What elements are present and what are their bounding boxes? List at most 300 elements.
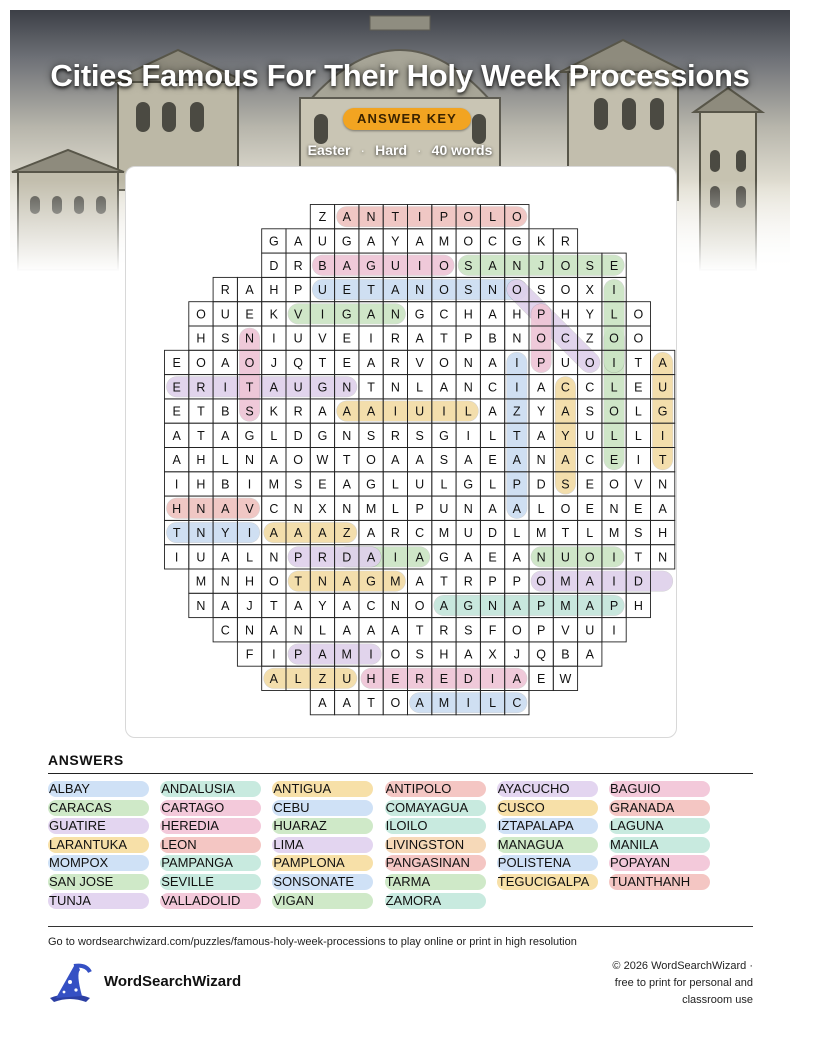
grid-letter[interactable]: G bbox=[366, 258, 376, 273]
grid-letter[interactable]: O bbox=[536, 331, 547, 346]
grid-letter[interactable]: O bbox=[439, 283, 449, 298]
grid-letter[interactable]: A bbox=[391, 453, 400, 468]
grid-letter[interactable]: Y bbox=[561, 428, 570, 443]
grid-letter[interactable]: A bbox=[342, 598, 351, 613]
grid-letter[interactable]: A bbox=[464, 453, 473, 468]
grid-letter[interactable]: P bbox=[512, 574, 522, 589]
grid-letter[interactable]: A bbox=[221, 598, 230, 613]
grid-letter[interactable]: A bbox=[342, 404, 351, 419]
grid-letter[interactable]: N bbox=[463, 355, 473, 370]
grid-letter[interactable]: A bbox=[366, 234, 376, 249]
grid-letter[interactable]: I bbox=[660, 428, 665, 443]
grid-letter[interactable]: N bbox=[536, 453, 546, 468]
grid-letter[interactable]: I bbox=[174, 477, 179, 492]
grid-letter[interactable]: D bbox=[463, 671, 473, 686]
grid-letter[interactable]: A bbox=[488, 307, 497, 322]
grid-letter[interactable]: T bbox=[513, 428, 521, 443]
grid-letter[interactable]: O bbox=[536, 574, 547, 589]
grid-letter[interactable]: S bbox=[464, 258, 473, 273]
grid-letter[interactable]: N bbox=[220, 574, 230, 589]
grid-letter[interactable]: E bbox=[609, 258, 619, 273]
grid-letter[interactable]: H bbox=[196, 453, 206, 468]
grid-letter[interactable]: P bbox=[415, 501, 424, 516]
grid-letter[interactable]: B bbox=[561, 647, 570, 662]
grid-letter[interactable]: I bbox=[223, 380, 227, 395]
grid-letter[interactable]: S bbox=[634, 526, 643, 541]
grid-letter[interactable]: G bbox=[341, 234, 352, 249]
grid-letter[interactable]: G bbox=[439, 550, 449, 565]
grid-letter[interactable]: A bbox=[512, 453, 522, 468]
grid-letter[interactable]: S bbox=[536, 283, 546, 298]
grid-letter[interactable]: P bbox=[464, 331, 473, 346]
grid-letter[interactable]: A bbox=[536, 428, 546, 443]
grid-letter[interactable]: I bbox=[636, 453, 641, 468]
grid-letter[interactable]: C bbox=[585, 453, 595, 468]
grid-letter[interactable]: T bbox=[197, 428, 205, 443]
grid-letter[interactable]: A bbox=[293, 234, 303, 249]
grid-letter[interactable]: I bbox=[466, 696, 470, 711]
grid-letter[interactable]: N bbox=[512, 331, 522, 346]
grid-letter[interactable]: I bbox=[369, 331, 373, 346]
grid-letter[interactable]: M bbox=[438, 234, 450, 249]
grid-letter[interactable]: O bbox=[390, 696, 401, 711]
grid-letter[interactable]: A bbox=[269, 380, 279, 395]
grid-letter[interactable]: I bbox=[320, 307, 325, 322]
grid-letter[interactable]: L bbox=[464, 404, 472, 419]
grid-letter[interactable]: H bbox=[366, 671, 376, 686]
grid-letter[interactable]: J bbox=[246, 598, 253, 613]
grid-letter[interactable]: O bbox=[196, 355, 206, 370]
grid-letter[interactable]: U bbox=[317, 234, 327, 249]
grid-letter[interactable]: N bbox=[390, 598, 400, 613]
grid-letter[interactable]: U bbox=[390, 258, 400, 273]
grid-letter[interactable]: D bbox=[293, 428, 303, 443]
grid-letter[interactable]: T bbox=[197, 404, 205, 419]
grid-letter[interactable]: O bbox=[268, 574, 279, 589]
grid-letter[interactable]: I bbox=[612, 355, 616, 370]
grid-letter[interactable]: O bbox=[560, 258, 571, 273]
grid-letter[interactable]: V bbox=[245, 501, 254, 516]
grid-letter[interactable]: S bbox=[585, 404, 594, 419]
grid-letter[interactable]: R bbox=[293, 404, 303, 419]
grid-letter[interactable]: E bbox=[634, 380, 643, 395]
grid-letter[interactable]: A bbox=[221, 428, 230, 443]
grid-letter[interactable]: N bbox=[245, 453, 255, 468]
grid-letter[interactable]: O bbox=[196, 307, 206, 322]
grid-letter[interactable]: P bbox=[293, 550, 303, 565]
grid-letter[interactable]: A bbox=[269, 623, 279, 638]
grid-letter[interactable]: I bbox=[247, 526, 252, 541]
grid-letter[interactable]: N bbox=[658, 550, 668, 565]
grid-letter[interactable]: A bbox=[391, 283, 400, 298]
grid-letter[interactable]: R bbox=[463, 574, 473, 589]
grid-letter[interactable]: R bbox=[317, 550, 327, 565]
grid-letter[interactable]: E bbox=[391, 671, 400, 686]
grid-letter[interactable]: A bbox=[488, 404, 497, 419]
grid-letter[interactable]: X bbox=[585, 283, 594, 298]
grid-letter[interactable]: T bbox=[415, 623, 424, 638]
grid-letter[interactable]: H bbox=[512, 307, 522, 322]
grid-letter[interactable]: U bbox=[415, 477, 425, 492]
grid-letter[interactable]: U bbox=[560, 355, 570, 370]
grid-letter[interactable]: A bbox=[415, 550, 424, 565]
grid-letter[interactable]: O bbox=[560, 501, 571, 516]
grid-letter[interactable]: A bbox=[366, 623, 376, 638]
grid-letter[interactable]: C bbox=[220, 623, 230, 638]
grid-letter[interactable]: A bbox=[439, 598, 449, 613]
grid-letter[interactable]: C bbox=[560, 380, 570, 395]
grid-letter[interactable]: M bbox=[535, 526, 547, 541]
grid-letter[interactable]: Z bbox=[318, 671, 327, 686]
grid-letter[interactable]: N bbox=[512, 258, 522, 273]
grid-letter[interactable]: E bbox=[245, 307, 254, 322]
grid-letter[interactable]: Y bbox=[585, 307, 594, 322]
grid-letter[interactable]: A bbox=[245, 283, 254, 298]
grid-letter[interactable]: L bbox=[586, 526, 594, 541]
grid-letter[interactable]: P bbox=[488, 574, 497, 589]
grid-letter[interactable]: R bbox=[439, 623, 449, 638]
grid-letter[interactable]: R bbox=[415, 671, 425, 686]
grid-letter[interactable]: E bbox=[585, 501, 594, 516]
grid-letter[interactable]: S bbox=[464, 283, 473, 298]
grid-letter[interactable]: A bbox=[318, 526, 327, 541]
grid-letter[interactable]: E bbox=[172, 404, 181, 419]
grid-letter[interactable]: M bbox=[268, 477, 280, 492]
grid-letter[interactable]: C bbox=[269, 501, 279, 516]
grid-letter[interactable]: G bbox=[366, 477, 376, 492]
grid-letter[interactable]: M bbox=[560, 598, 571, 613]
grid-letter[interactable]: L bbox=[318, 623, 326, 638]
grid-letter[interactable]: E bbox=[172, 380, 181, 395]
grid-letter[interactable]: O bbox=[439, 355, 449, 370]
grid-letter[interactable]: P bbox=[293, 647, 303, 662]
grid-letter[interactable]: L bbox=[610, 307, 618, 322]
grid-letter[interactable]: N bbox=[658, 477, 668, 492]
grid-letter[interactable]: U bbox=[293, 380, 303, 395]
grid-letter[interactable]: D bbox=[488, 526, 498, 541]
grid-letter[interactable]: P bbox=[536, 307, 546, 322]
grid-letter[interactable]: E bbox=[318, 477, 327, 492]
grid-letter[interactable]: O bbox=[511, 623, 522, 638]
grid-letter[interactable]: A bbox=[488, 501, 497, 516]
grid-letter[interactable]: A bbox=[658, 501, 667, 516]
grid-letter[interactable]: T bbox=[342, 453, 351, 468]
grid-letter[interactable]: T bbox=[634, 355, 643, 370]
grid-letter[interactable]: A bbox=[658, 355, 667, 370]
grid-letter[interactable]: A bbox=[366, 526, 376, 541]
grid-letter[interactable]: L bbox=[634, 404, 642, 419]
grid-letter[interactable]: G bbox=[463, 598, 474, 613]
grid-letter[interactable]: N bbox=[269, 550, 279, 565]
grid-letter[interactable]: A bbox=[585, 574, 594, 589]
grid-letter[interactable]: U bbox=[317, 283, 327, 298]
grid-letter[interactable]: M bbox=[365, 501, 377, 516]
grid-letter[interactable]: D bbox=[633, 574, 643, 589]
grid-letter[interactable]: A bbox=[561, 453, 570, 468]
grid-letter[interactable]: U bbox=[293, 331, 303, 346]
grid-letter[interactable]: N bbox=[196, 501, 206, 516]
grid-letter[interactable]: W bbox=[316, 453, 329, 468]
grid-letter[interactable]: R bbox=[293, 258, 303, 273]
grid-letter[interactable]: I bbox=[466, 428, 470, 443]
grid-letter[interactable]: T bbox=[367, 380, 375, 395]
grid-letter[interactable]: I bbox=[515, 380, 519, 395]
grid-letter[interactable]: S bbox=[415, 647, 424, 662]
grid-letter[interactable]: A bbox=[269, 526, 279, 541]
grid-letter[interactable]: N bbox=[463, 380, 473, 395]
grid-letter[interactable]: V bbox=[634, 477, 643, 492]
grid-letter[interactable]: N bbox=[293, 501, 303, 516]
grid-letter[interactable]: A bbox=[269, 453, 279, 468]
grid-letter[interactable]: M bbox=[560, 574, 571, 589]
grid-letter[interactable]: S bbox=[245, 404, 254, 419]
grid-letter[interactable]: S bbox=[439, 453, 449, 468]
grid-letter[interactable]: O bbox=[633, 331, 644, 346]
grid-letter[interactable]: M bbox=[195, 574, 207, 589]
grid-letter[interactable]: A bbox=[269, 671, 279, 686]
grid-letter[interactable]: V bbox=[318, 331, 327, 346]
grid-letter[interactable]: A bbox=[221, 501, 230, 516]
grid-letter[interactable]: H bbox=[245, 574, 255, 589]
grid-letter[interactable]: R bbox=[196, 380, 206, 395]
grid-letter[interactable]: A bbox=[318, 647, 327, 662]
grid-letter[interactable]: I bbox=[612, 550, 616, 565]
grid-letter[interactable]: S bbox=[415, 428, 424, 443]
grid-letter[interactable]: R bbox=[560, 234, 570, 249]
grid-letter[interactable]: A bbox=[512, 671, 522, 686]
grid-letter[interactable]: M bbox=[390, 574, 401, 589]
grid-letter[interactable]: N bbox=[293, 623, 303, 638]
grid-letter[interactable]: E bbox=[342, 283, 351, 298]
grid-letter[interactable]: A bbox=[172, 428, 181, 443]
grid-letter[interactable]: B bbox=[221, 404, 230, 419]
grid-letter[interactable]: U bbox=[560, 550, 570, 565]
grid-letter[interactable]: E bbox=[488, 550, 497, 565]
grid-letter[interactable]: A bbox=[342, 623, 351, 638]
grid-letter[interactable]: A bbox=[342, 258, 351, 273]
grid-letter[interactable]: G bbox=[414, 307, 425, 322]
grid-letter[interactable]: P bbox=[536, 355, 546, 370]
grid-letter[interactable]: V bbox=[293, 307, 303, 322]
grid-letter[interactable]: P bbox=[536, 623, 546, 638]
grid-letter[interactable]: A bbox=[561, 404, 570, 419]
grid-letter[interactable]: G bbox=[439, 428, 449, 443]
grid-letter[interactable]: S bbox=[464, 623, 473, 638]
grid-letter[interactable]: N bbox=[390, 380, 400, 395]
grid-letter[interactable]: E bbox=[172, 355, 181, 370]
grid-letter[interactable]: S bbox=[585, 258, 594, 273]
grid-letter[interactable]: J bbox=[270, 355, 277, 370]
grid-letter[interactable]: I bbox=[247, 477, 252, 492]
grid-letter[interactable]: O bbox=[293, 453, 304, 468]
grid-letter[interactable]: R bbox=[220, 283, 230, 298]
grid-letter[interactable]: L bbox=[634, 428, 642, 443]
grid-letter[interactable]: C bbox=[585, 380, 595, 395]
grid-letter[interactable]: Y bbox=[536, 404, 546, 419]
grid-letter[interactable]: L bbox=[270, 428, 278, 443]
grid-letter[interactable]: N bbox=[245, 331, 255, 346]
grid-letter[interactable]: H bbox=[658, 526, 668, 541]
grid-letter[interactable]: R bbox=[390, 331, 400, 346]
grid-letter[interactable]: H bbox=[439, 647, 449, 662]
grid-letter[interactable]: L bbox=[610, 380, 618, 395]
grid-letter[interactable]: K bbox=[269, 404, 279, 419]
grid-letter[interactable]: U bbox=[658, 380, 668, 395]
grid-letter[interactable]: I bbox=[442, 404, 446, 419]
grid-letter[interactable]: N bbox=[366, 210, 376, 225]
grid-letter[interactable]: L bbox=[391, 501, 399, 516]
grid-letter[interactable]: I bbox=[612, 574, 616, 589]
grid-letter[interactable]: A bbox=[464, 647, 473, 662]
grid-letter[interactable]: D bbox=[536, 477, 546, 492]
grid-letter[interactable]: R bbox=[390, 428, 400, 443]
grid-letter[interactable]: C bbox=[439, 307, 449, 322]
grid-letter[interactable]: T bbox=[318, 355, 327, 370]
grid-letter[interactable]: H bbox=[172, 501, 182, 516]
grid-letter[interactable]: X bbox=[488, 647, 497, 662]
grid-letter[interactable]: M bbox=[438, 526, 450, 541]
grid-letter[interactable]: Q bbox=[536, 647, 547, 662]
grid-letter[interactable]: Y bbox=[221, 526, 230, 541]
grid-letter[interactable]: A bbox=[415, 453, 424, 468]
grid-letter[interactable]: W bbox=[559, 671, 572, 686]
grid-letter[interactable]: G bbox=[366, 574, 376, 589]
grid-letter[interactable]: A bbox=[366, 355, 376, 370]
grid-letter[interactable]: C bbox=[560, 331, 570, 346]
grid-letter[interactable]: O bbox=[584, 355, 595, 370]
grid-letter[interactable]: A bbox=[342, 477, 351, 492]
grid-letter[interactable]: G bbox=[244, 428, 255, 443]
grid-letter[interactable]: A bbox=[488, 258, 497, 273]
grid-letter[interactable]: A bbox=[221, 550, 230, 565]
grid-letter[interactable]: M bbox=[438, 696, 450, 711]
grid-letter[interactable]: I bbox=[393, 404, 398, 419]
grid-letter[interactable]: N bbox=[488, 283, 498, 298]
grid-letter[interactable]: N bbox=[415, 283, 425, 298]
grid-letter[interactable]: A bbox=[415, 574, 424, 589]
grid-letter[interactable]: L bbox=[513, 526, 521, 541]
grid-letter[interactable]: N bbox=[609, 501, 619, 516]
grid-letter[interactable]: U bbox=[585, 428, 595, 443]
grid-letter[interactable]: P bbox=[293, 283, 303, 298]
grid-letter[interactable]: G bbox=[463, 477, 474, 492]
grid-letter[interactable]: E bbox=[439, 671, 449, 686]
grid-letter[interactable]: H bbox=[463, 307, 473, 322]
grid-letter[interactable]: A bbox=[415, 331, 424, 346]
grid-letter[interactable]: V bbox=[561, 623, 570, 638]
grid-letter[interactable]: L bbox=[489, 696, 497, 711]
grid-letter[interactable]: Y bbox=[318, 598, 327, 613]
grid-letter[interactable]: A bbox=[512, 598, 522, 613]
grid-letter[interactable]: N bbox=[488, 598, 498, 613]
grid-letter[interactable]: L bbox=[610, 428, 618, 443]
grid-letter[interactable]: E bbox=[634, 501, 643, 516]
grid-letter[interactable]: O bbox=[511, 283, 522, 298]
grid-letter[interactable]: A bbox=[172, 453, 181, 468]
grid-letter[interactable]: I bbox=[612, 623, 616, 638]
grid-letter[interactable]: P bbox=[536, 598, 546, 613]
grid-letter[interactable]: F bbox=[245, 647, 254, 662]
grid-letter[interactable]: D bbox=[269, 258, 279, 273]
grid-letter[interactable]: Y bbox=[391, 234, 400, 249]
grid-letter[interactable]: E bbox=[536, 671, 546, 686]
grid-letter[interactable]: A bbox=[318, 404, 327, 419]
grid-letter[interactable]: T bbox=[172, 526, 181, 541]
grid-letter[interactable]: C bbox=[512, 696, 522, 711]
grid-letter[interactable]: S bbox=[221, 331, 230, 346]
grid-letter[interactable]: N bbox=[342, 428, 352, 443]
grid-letter[interactable]: I bbox=[174, 550, 179, 565]
grid-letter[interactable]: I bbox=[393, 550, 398, 565]
grid-letter[interactable]: Z bbox=[342, 526, 351, 541]
grid-letter[interactable]: U bbox=[220, 307, 230, 322]
grid-letter[interactable]: P bbox=[439, 210, 449, 225]
grid-letter[interactable]: B bbox=[221, 477, 230, 492]
grid-letter[interactable]: U bbox=[439, 501, 449, 516]
grid-letter[interactable]: A bbox=[585, 598, 594, 613]
grid-letter[interactable]: O bbox=[511, 210, 522, 225]
grid-letter[interactable]: E bbox=[585, 477, 594, 492]
grid-letter[interactable]: U bbox=[585, 623, 595, 638]
grid-letter[interactable]: G bbox=[657, 404, 668, 419]
footer-url-text[interactable]: Go to wordsearchwizard.com/puzzles/famous-holy-week-processions to play online or print in high resolution bbox=[48, 936, 577, 948]
grid-letter[interactable]: O bbox=[439, 258, 449, 273]
grid-letter[interactable]: H bbox=[560, 307, 570, 322]
grid-letter[interactable]: G bbox=[317, 380, 328, 395]
grid-letter[interactable]: A bbox=[488, 355, 497, 370]
grid-letter[interactable]: R bbox=[390, 355, 400, 370]
grid-letter[interactable]: A bbox=[366, 404, 376, 419]
grid-letter[interactable]: L bbox=[294, 671, 302, 686]
grid-letter[interactable]: A bbox=[221, 355, 230, 370]
grid-letter[interactable]: U bbox=[342, 671, 352, 686]
grid-letter[interactable]: Q bbox=[293, 355, 304, 370]
grid-letter[interactable]: D bbox=[342, 550, 352, 565]
grid-letter[interactable]: V bbox=[415, 355, 424, 370]
grid-letter[interactable]: T bbox=[367, 696, 375, 711]
grid-letter[interactable]: Z bbox=[513, 404, 521, 419]
grid-letter[interactable]: L bbox=[537, 501, 545, 516]
grid-letter[interactable]: T bbox=[561, 526, 570, 541]
grid-letter[interactable]: S bbox=[293, 477, 303, 492]
grid-letter[interactable]: T bbox=[440, 331, 448, 346]
grid-letter[interactable]: T bbox=[391, 210, 400, 225]
grid-letter[interactable]: Z bbox=[585, 331, 594, 346]
grid-letter[interactable]: N bbox=[536, 550, 546, 565]
grid-letter[interactable]: K bbox=[536, 234, 546, 249]
grid-letter[interactable]: I bbox=[515, 355, 519, 370]
grid-letter[interactable]: L bbox=[489, 477, 497, 492]
grid-letter[interactable]: E bbox=[609, 453, 619, 468]
grid-letter[interactable]: C bbox=[488, 380, 498, 395]
grid-letter[interactable]: N bbox=[463, 501, 473, 516]
grid-letter[interactable]: I bbox=[612, 283, 616, 298]
grid-letter[interactable]: C bbox=[488, 234, 498, 249]
grid-letter[interactable]: X bbox=[318, 501, 327, 516]
grid-letter[interactable]: O bbox=[609, 477, 619, 492]
grid-letter[interactable]: A bbox=[318, 696, 327, 711]
grid-letter[interactable]: A bbox=[293, 526, 303, 541]
grid-letter[interactable]: E bbox=[342, 355, 351, 370]
grid-letter[interactable]: L bbox=[489, 428, 497, 443]
grid-letter[interactable]: T bbox=[634, 550, 643, 565]
grid-letter[interactable]: A bbox=[415, 234, 424, 249]
grid-letter[interactable]: T bbox=[367, 283, 375, 298]
grid-letter[interactable]: T bbox=[270, 598, 278, 613]
grid-letter[interactable]: G bbox=[317, 428, 328, 443]
grid-letter[interactable]: O bbox=[463, 210, 474, 225]
grid-letter[interactable]: L bbox=[440, 477, 448, 492]
